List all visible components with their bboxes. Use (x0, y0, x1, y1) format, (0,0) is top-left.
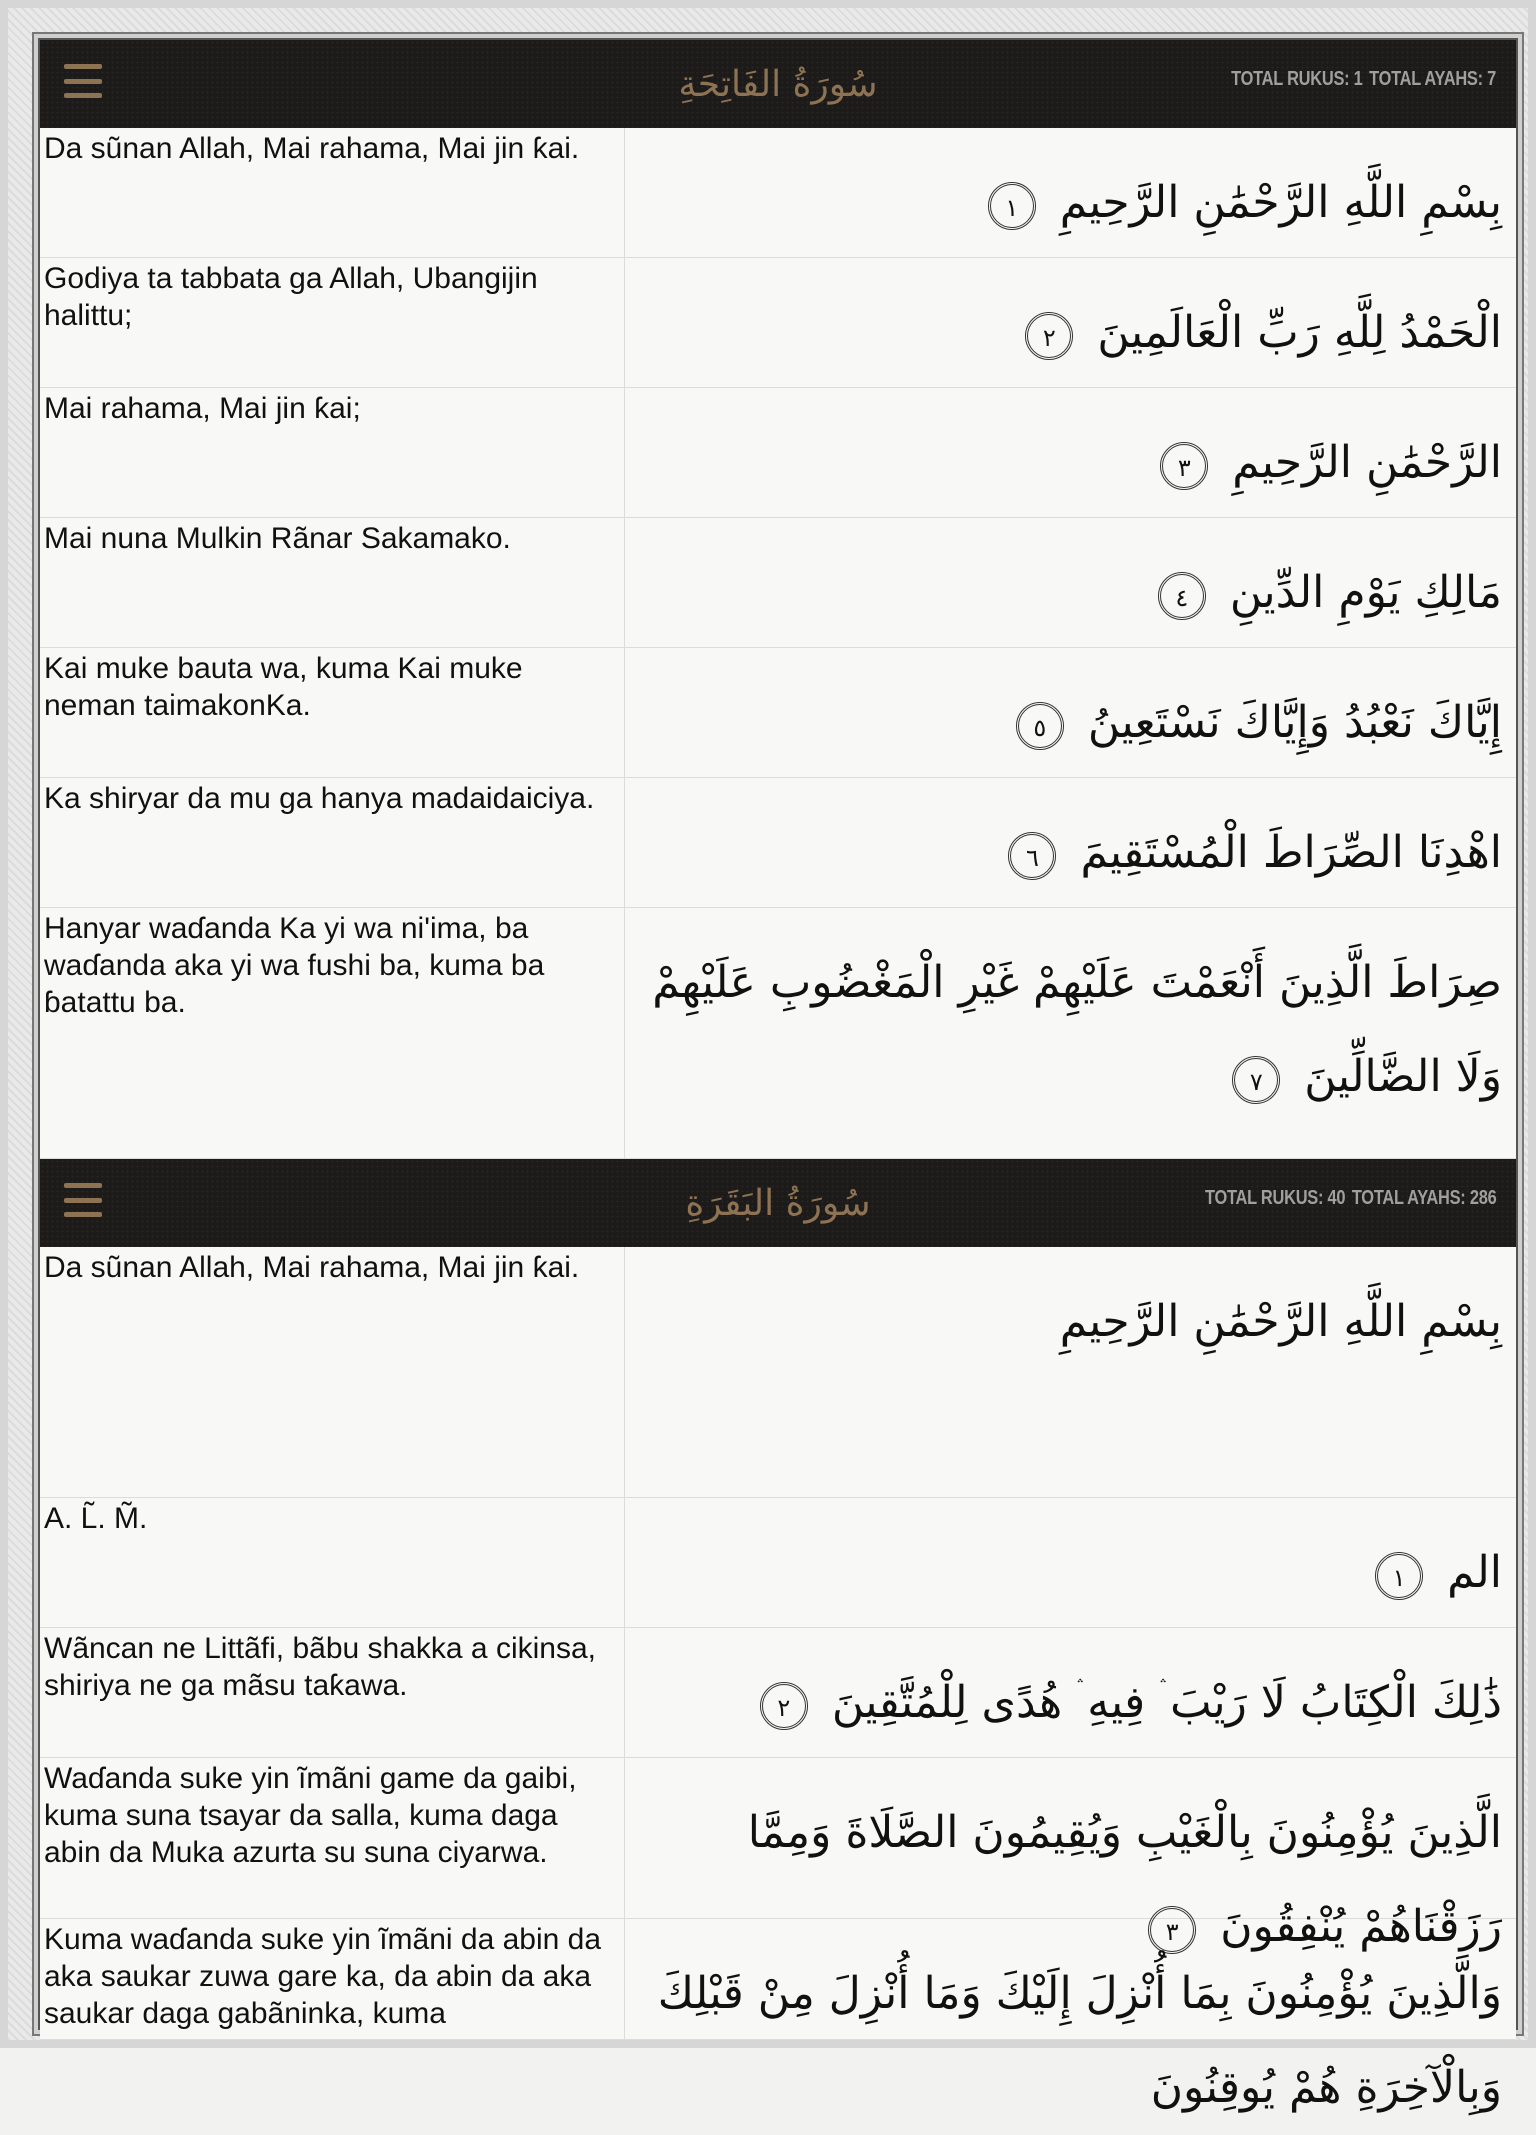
arabic-verse: اهْدِنَا الصِّرَاطَ الْمُسْتَقِيمَ (1080, 827, 1502, 878)
translation-text: Mai nuna Mulkin Rãnar Sakamako. (40, 518, 625, 647)
translation-text: Hanyar waɗanda Ka yi wa ni'ima, ba waɗanda aka yi wa fushi ba, kuma ba ɓatattu ba. (40, 908, 625, 1158)
ayah-row[interactable] (40, 1758, 1516, 1952)
arabic-verse: الرَّحْمَٰنِ الرَّحِيمِ (1232, 437, 1502, 488)
translation-text: Mai rahama, Mai jin ƙai; (40, 388, 625, 517)
arabic-verse: بِسْمِ اللَّهِ الرَّحْمَٰنِ الرَّحِيمِ (1059, 177, 1502, 228)
arabic-text (625, 778, 1516, 907)
ayah-number-icon: ١ (988, 182, 1036, 230)
arabic-verse: الم (1447, 1547, 1502, 1598)
translation-text: Da sũnan Allah, Mai rahama, Mai jin ƙai. (40, 128, 625, 257)
arabic-text (625, 1247, 1516, 1497)
arabic-verse: الْحَمْدُ لِلَّهِ رَبِّ الْعَالَمِينَ (1097, 307, 1502, 358)
content-area (38, 38, 1518, 2113)
translation-text: Ka shiryar da mu ga hanya madaidaiciya. (40, 778, 625, 907)
menu-icon[interactable] (64, 64, 102, 98)
total-rukus: TOTAL RUKUS: 1 (1231, 68, 1363, 90)
surah-totals (1198, 1187, 1496, 1210)
ayah-row[interactable] (40, 1628, 1516, 1758)
arabic-text (625, 908, 1516, 1158)
arabic-text (625, 518, 1516, 647)
translation-text: Da sũnan Allah, Mai rahama, Mai jin ƙai. (40, 1247, 625, 1497)
ayah-row[interactable] (40, 1919, 1516, 2113)
ayah-row[interactable] (40, 1247, 1516, 1498)
arabic-verse: صِرَاطَ الَّذِينَ أَنْعَمْتَ عَلَيْهِمْ غَيْرِ الْمَغْضُوبِ عَلَيْهِمْ وَلَا الضَّالِّينَ (652, 957, 1502, 1102)
ayah-number-icon: ٦ (1008, 832, 1056, 880)
ayah-number-icon: ٥ (1016, 702, 1064, 750)
ayah-row[interactable] (40, 388, 1516, 518)
arabic-verse: وَالَّذِينَ يُؤْمِنُونَ بِمَا أُنْزِلَ إِلَيْكَ وَمَا أُنْزِلَ مِنْ قَبْلِكَ وَبِالْآخِرَةِ هُمْ يُوقِنُونَ (657, 1968, 1502, 2113)
translation-text: Kuma waɗanda suke yin ĩmãni da abin da aka saukar zuwa gare ka, da abin da aka saukar daga gabãninka, kuma (40, 1919, 625, 2039)
ayah-number-icon: ٣ (1148, 1906, 1196, 1954)
total-rukus: TOTAL RUKUS: 40 (1204, 1187, 1345, 1209)
translation-text: A. L̃. M̃. (40, 1498, 625, 1627)
surah-name: سُورَةُ الفَاتِحَةِ (678, 63, 878, 105)
ayah-number-icon: ٣ (1160, 442, 1208, 490)
arabic-text (625, 388, 1516, 517)
ayah-row[interactable] (40, 908, 1516, 1159)
arabic-text (625, 1919, 1516, 2113)
arabic-text (625, 1498, 1516, 1627)
arabic-verse: الَّذِينَ يُؤْمِنُونَ بِالْغَيْبِ وَيُقِيمُونَ الصَّلَاةَ وَمِمَّا رَزَقْنَاهُمْ يُنْفِقُونَ (747, 1807, 1502, 1952)
translation-text: Waɗanda suke yin ĩmãni game da gaibi, kuma suna tsayar da salla, kuma daga abin da Muka azurta su suna ciyarwa. (40, 1758, 625, 1918)
arabic-verse: إِيَّاكَ نَعْبُدُ وَإِيَّاكَ نَسْتَعِينُ (1087, 697, 1502, 748)
ayah-row[interactable] (40, 128, 1516, 258)
ayah-row[interactable] (40, 258, 1516, 388)
arabic-text (625, 1628, 1516, 1757)
translation-text: Godiya ta tabbata ga Allah, Ubangijin halittu; (40, 258, 625, 387)
ayah-row[interactable] (40, 1498, 1516, 1628)
ayah-number-icon: ٧ (1232, 1056, 1280, 1104)
arabic-text (625, 1758, 1516, 1952)
ayah-number-icon: ٢ (1025, 312, 1073, 360)
total-ayahs: TOTAL AYAHS: 286 (1351, 1187, 1496, 1209)
ayah-row[interactable] (40, 518, 1516, 648)
surah-header (40, 40, 1516, 128)
surah-totals (1225, 68, 1496, 91)
menu-icon[interactable] (64, 1183, 102, 1217)
surah-header (40, 1159, 1516, 1247)
arabic-verse: بِسْمِ اللَّهِ الرَّحْمَٰنِ الرَّحِيمِ (1059, 1296, 1502, 1347)
arabic-text (625, 128, 1516, 257)
ayah-number-icon: ٢ (760, 1682, 808, 1730)
arabic-verse: ذَٰلِكَ الْكِتَابُ لَا رَيْبَ ۛ فِيهِ ۛ هُدًى لِلْمُتَّقِينَ (831, 1677, 1502, 1728)
arabic-verse: مَالِكِ يَوْمِ الدِّينِ (1229, 567, 1502, 618)
arabic-text (625, 258, 1516, 387)
translation-text: Kai muke bauta wa, kuma Kai muke neman taimakonKa. (40, 648, 625, 777)
ayah-row[interactable] (40, 778, 1516, 908)
translation-text: Wãncan ne Littãfi, bãbu shakka a cikinsa, shiriya ne ga mãsu taƙawa. (40, 1628, 625, 1757)
total-ayahs: TOTAL AYAHS: 7 (1369, 68, 1496, 90)
ayah-row[interactable] (40, 648, 1516, 778)
surah-name: سُورَةُ البَقَرَةِ (685, 1182, 871, 1224)
ayah-number-icon: ١ (1375, 1552, 1423, 1600)
arabic-text (625, 648, 1516, 777)
ayah-number-icon: ٤ (1158, 572, 1206, 620)
